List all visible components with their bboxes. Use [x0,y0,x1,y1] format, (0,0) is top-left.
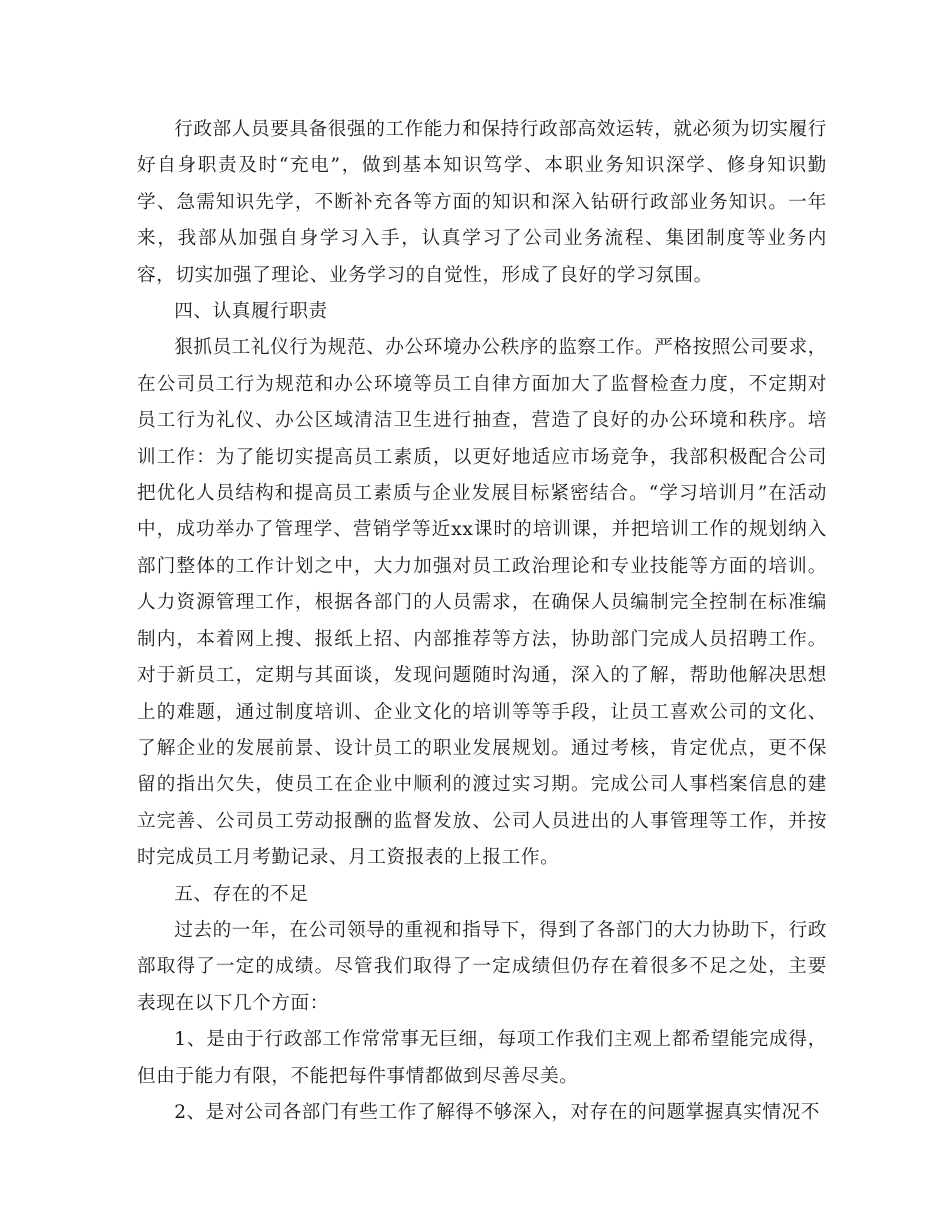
paragraph-shortcoming-2: 2、是对公司各部门有些工作了解得不够深入，对存在的问题掌握真实情况不 [174,1101,821,1123]
paragraph-duties: 狠抓员工礼仪行为规范、办公环境办公秩序的监察工作。严格按照公司要求，在公司员工行为规范和办公环境等员工自律方面加大了监督检查力度，不定期对员工行为礼仪、办公区域清洁卫生进行抽查，营造了良好的办公环境和秩序。培训工作：为了能切实提高员工素质，以更好地适应市场竞争，我部积极配合公司把优化人员结构和提高员工素质与企业发展目标紧密结合。“学习培训月”在活动中，成功举办了管理学、营销学等近xx课时的培训课，并把培训工作的规划纳入部门整体的工作计划之中，大力加强对员工政治理论和专业技能等方面的培训。人力资源管理工作，根据各部门的人员需求，在确保人员编制完全控制在标准编制内，本着网上搜、报纸上招、内部推荐等方法，协助部门完成人员招聘工作。对于新员工，定期与其面谈，发现问题随时沟通，深入的了解，帮助他解决思想上的难题，通过制度培训、企业文化的培训等等手段，让员工喜欢公司的文化、了解企业的发展前景、设计员工的职业发展规划。通过考核，肯定优点，更不保留的指出欠失，使员工在企业中顺利的渡过实习期。完成公司人事档案信息的建立完善、公司员工劳动报酬的监督发放、公司人员进出的人事管理等工作，并按时完成员工月考勤记录、月工资报表的上报工作。 [137,337,827,869]
paragraph-shortcomings-intro: 过去的一年，在公司领导的重视和指导下，得到了各部门的大力协助下，行政部取得了一定的成绩。尽管我们取得了一定成绩但仍存在着很多不足之处，主要表现在以下几个方面： [137,919,827,1014]
paragraph-shortcoming-1: 1、是由于行政部工作常常事无巨细，每项工作我们主观上都希望能完成得，但由于能力有限，不能把每件事情都做到尽善尽美。 [137,1029,827,1087]
section-heading-duties: 四、认真履行职责 [174,301,328,323]
paragraph-training-study: 行政部人员要具备很强的工作能力和保持行政部高效运转，就必须为切实履行好自身职责及时“充电”，做到基本知识笃学、本职业务知识深学、修身知识勤学、急需知识先学，不断补充各等方面的知识和深入钻研行政部业务知识。一年来，我部从加强自身学习入手，认真学习了公司业务流程、集团制度等业务内容，切实加强了理论、业务学习的自觉性，形成了良好的学习氛围。 [137,119,827,286]
section-heading-shortcomings: 五、存在的不足 [174,883,309,905]
document-body [137,112,827,1131]
